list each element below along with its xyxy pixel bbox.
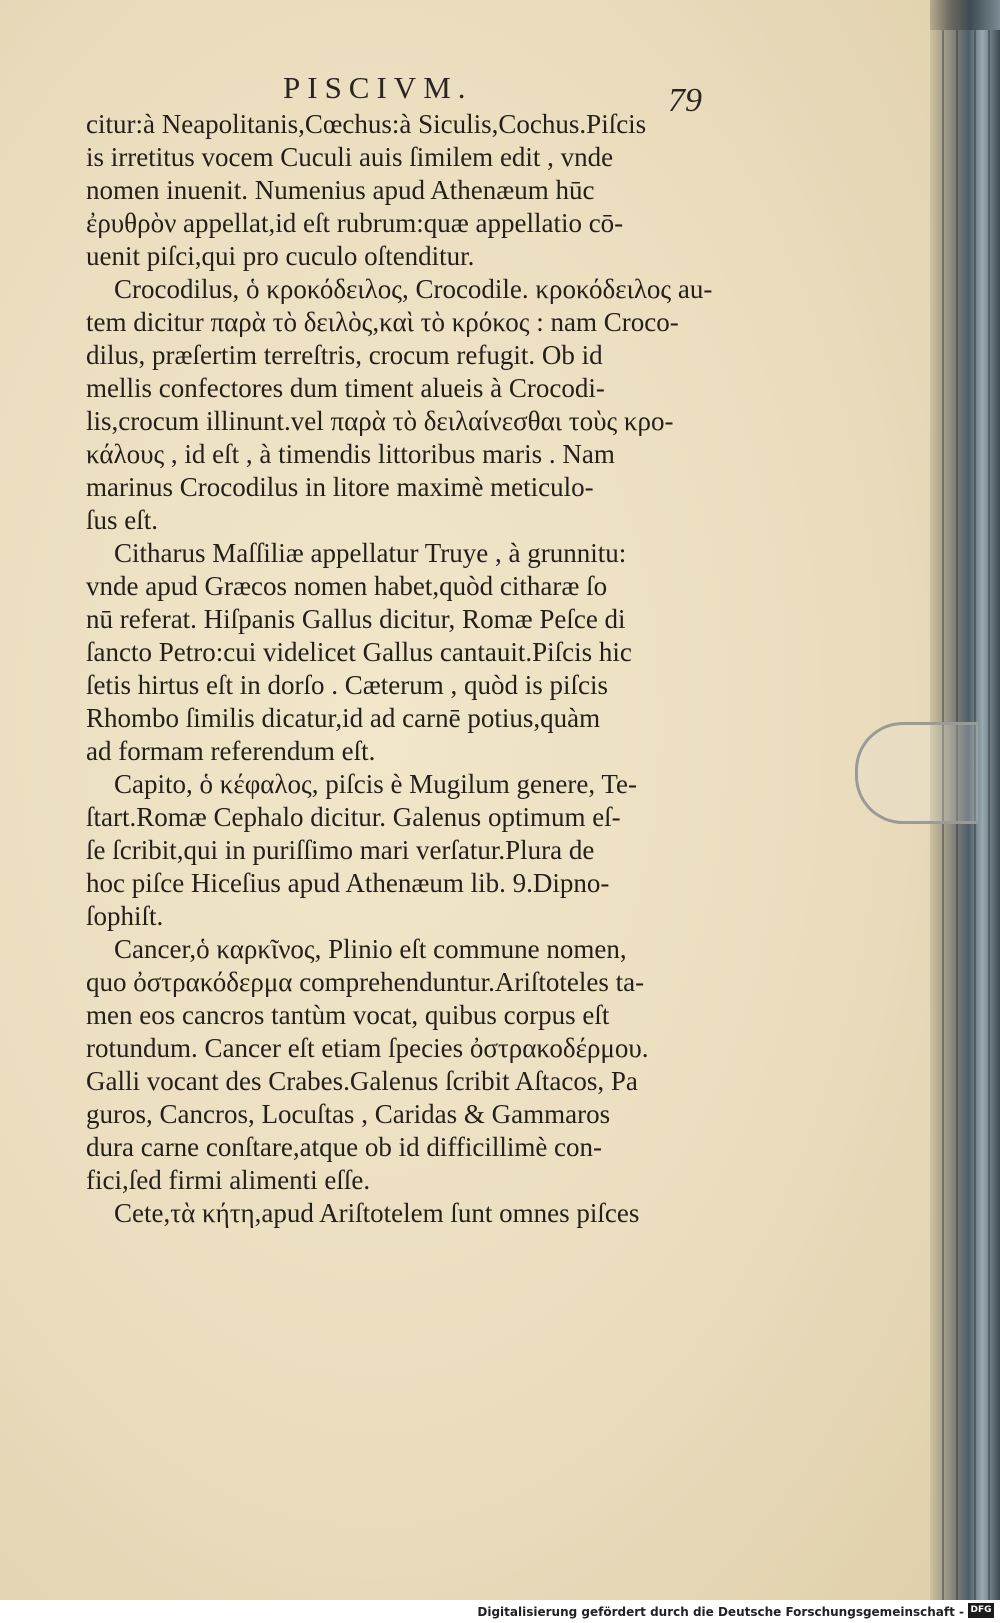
text-line: Galli vocant des Crabes.Galenus ſcribit Aſtacos, Pa	[86, 1066, 638, 1096]
text-line: tem dicitur παρὰ τὸ δειλὸς,καὶ τὸ κρόκος : nam Croco-	[86, 307, 679, 337]
text-line: ἐρυθρὸν appellat,id eſt rubrum:quæ appellatio cō-	[86, 208, 624, 238]
text-line: κάλους , id eſt , à timendis littoribus maris . Nam	[86, 439, 615, 469]
text-line: Rhombo ſimilis dicatur,id ad carnē potius,quàm	[86, 703, 601, 733]
text-line: Crocodilus, ὁ κροκόδειλος, Crocodile. κροκόδειλος au-	[114, 274, 713, 304]
text-line: dura carne conſtare,atque ob id difficillimè con-	[86, 1132, 603, 1162]
text-line: fici,ſed firmi alimenti eſſe.	[86, 1165, 371, 1195]
text-line: Citharus Maſſiliæ appellatur Truye , à grunnitu:	[114, 538, 627, 568]
funding-credit: Digitalisierung gefördert durch die Deutsche Forschungsgemeinschaft -	[477, 1605, 964, 1619]
page-number: 79	[668, 82, 702, 119]
text-line: ſtart.Romæ Cephalo dicitur. Galenus optimum eſ-	[86, 802, 621, 832]
text-line: ſe ſcribit,qui in puriſſimo mari verſatur.Plura de	[86, 835, 595, 865]
text-line: men eos cancros tantùm vocat, quibus corpus eſt	[86, 1000, 610, 1030]
text-line: lis,crocum illinunt.vel παρὰ τὸ δειλαίνεσθαι τοὺς κρο-	[86, 406, 674, 436]
text-line: Capito, ὁ κέφαλος, piſcis è Mugilum genere, Te-	[114, 769, 637, 799]
text-line: hoc piſce Hiceſius apud Athenæum lib. 9.Dipno-	[86, 868, 610, 898]
text-line: rotundum. Cancer eſt etiam ſpecies ὀστρακοδέρμου.	[86, 1033, 649, 1063]
dfg-logo: DFG	[968, 1603, 994, 1618]
text-line: nū referat. Hiſpanis Gallus dicitur, Romæ Peſce di	[86, 604, 626, 634]
text-line: uenit piſci,qui pro cuculo oſtenditur.	[86, 241, 475, 271]
text-line: ſus eſt.	[86, 505, 158, 535]
text-line: mellis confectores dum timent alueis à Crocodi-	[86, 373, 605, 403]
text-line: nomen inuenit. Numenius apud Athenæum hūc	[86, 175, 595, 205]
text-line: guros, Cancros, Locuſtas , Caridas & Gammaros	[86, 1099, 611, 1129]
text-line: marinus Crocodilus in litore maximè meticulo-	[86, 472, 594, 502]
text-line: is irretitus vocem Cuculi auis ſimilem edit , vnde	[86, 142, 614, 172]
text-line: quo ὀστρακόδερμα comprehenduntur.Ariſtoteles ta-	[86, 967, 645, 997]
text-line: dilus, præſertim terreſtris, crocum refugit. Ob id	[86, 340, 603, 370]
text-line: citur:à Neapolitanis,Cœchus:à Siculis,Cochus.Piſcis	[86, 109, 647, 139]
text-line: ſetis hirtus eſt in dorſo . Cæterum , quòd is piſcis	[86, 670, 608, 700]
text-line: ſancto Petro:cui videlicet Gallus cantauit.Piſcis hic	[86, 637, 632, 667]
text-line: vnde apud Græcos nomen habet,quòd citharæ ſo	[86, 571, 608, 601]
body-text	[86, 108, 713, 1230]
text-line: Cete,τὰ κήτη,apud Ariſtotelem ſunt omnes piſces	[114, 1198, 640, 1228]
text-line: ſophiſt.	[86, 901, 164, 931]
page-clip	[855, 722, 978, 824]
running-head: PISCIVM.	[283, 70, 473, 105]
text-line: Cancer,ὁ καρκῖνος, Plinio eſt commune nomen,	[114, 934, 627, 964]
text-line: ad formam referendum eſt.	[86, 736, 376, 766]
